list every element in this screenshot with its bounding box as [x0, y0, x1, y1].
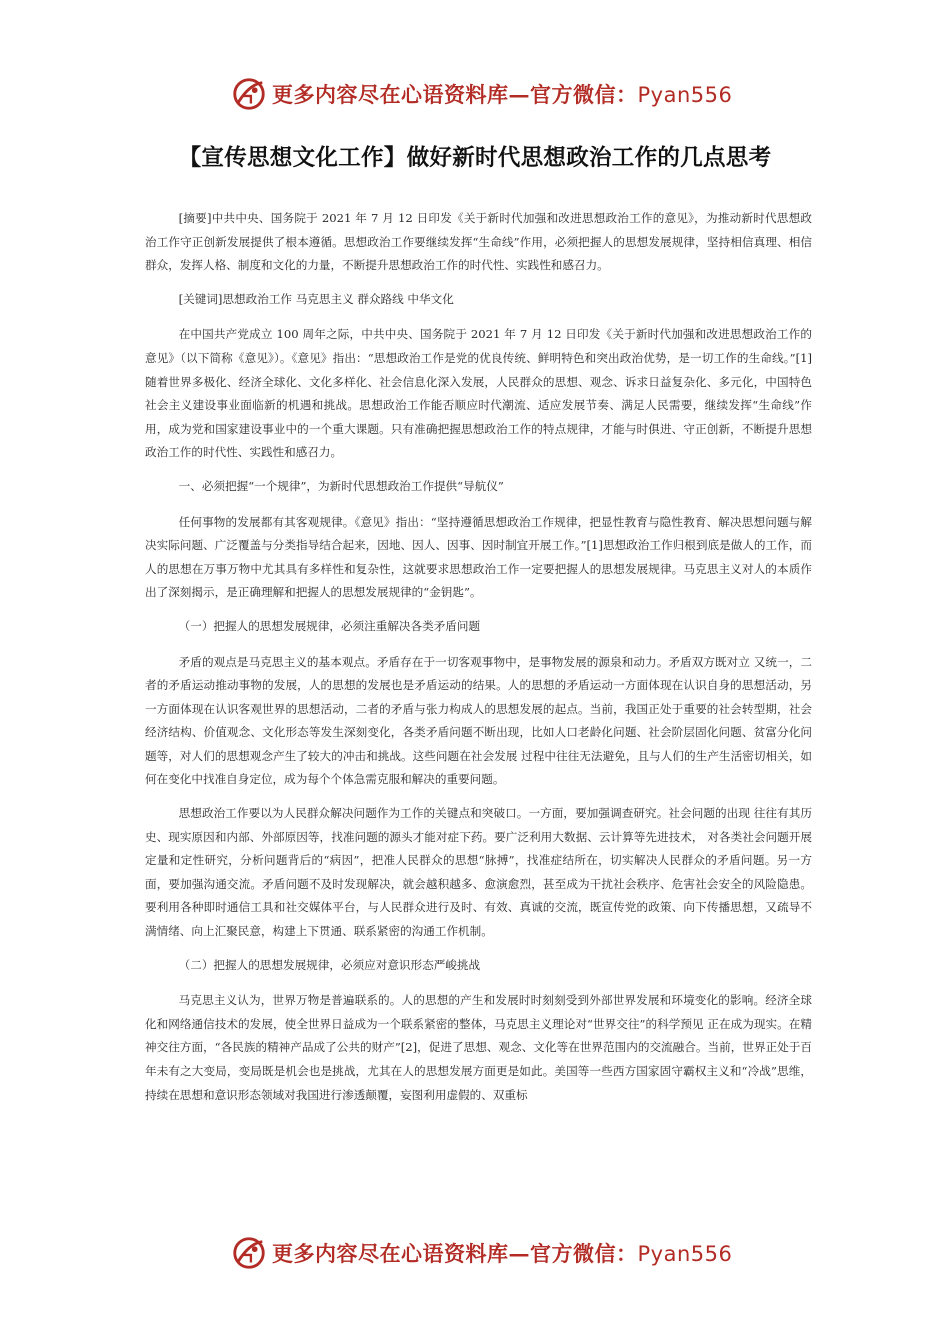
- body-paragraph: 马克思主义认为，世界万物是普遍联系的。人的思想的产生和发展时时刻刻受到外部世界发展和环境变化的影响。经济全球化和网络通信技术的发展，使全世界日益成为一个联系紧密的整体，马克思主义理论对“世界交往”的科学预见 正在成为现实。在精神交往方面，“各民族的精神产品成了公共的财产”[2]，促进了思想、观念、文化等在世界范围内的交流融合。当前，世界正处于百年未有之大变局，变局既是机会也是挑战，尤其在人的思想发展方面更是如此。美国等一些西方国家固守霸权主义和“冷战”思维，持续在思想和意识形态领域对我国进行渗透颠覆，妄图利用虚假的、双重标: [145, 993, 812, 1102]
- top-watermark-banner: [230, 74, 750, 114]
- brand-logo-icon: [230, 75, 268, 113]
- subsection-heading: （二）把握人的思想发展规律，必须应对意识形态严峻挑战: [178, 957, 481, 972]
- body-paragraph: 思想政治工作要以为人民群众解决问题作为工作的关键点和突破口。一方面，要加强调查研究。社会问题的出现 往往有其历史、现实原因和内部、外部原因等，找准问题的源头才能对症下药。要广泛利用大数据、云计算等先进技术， 对各类社会问题开展定量和定性研究，分析问题背后的“病因”，把准人民群众的思想“脉搏”，找准症结所在，切实解决人民群众的矛盾问题。另一方面，要加强沟通交流。矛盾问题不及时发现解决，就会越积越多、愈演愈烈，甚至成为干扰社会秩序、危害社会安全的风险隐患。要利用各种即时通信工具和社交媒体平台，与人民群众进行及时、有效、真诚的交流，既宣传党的政策、向下传播思想，又疏导不满情绪、向上汇聚民意，构建上下贯通、联系紧密的沟通工作机制。: [145, 806, 812, 939]
- body-paragraph: 任何事物的发展都有其客观规律。《意见》指出：“坚持遵循思想政治工作规律，把显性教育与隐性教育、解决思想问题与解决实际问题、广泛覆盖与分类指导结合起来，因地、因人、因事、因时制宜开展工作。”[1]思想政治工作归根到底是做人的工作，而人的思想在万事万物中尤其具有多样性和复杂性，这就要求思想政治工作一定要把握人的思想发展规律。马克思主义对人的本质作出了深刻揭示，是正确理解和把握人的思想发展规律的“金钥匙”。: [145, 514, 812, 600]
- watermark-text: 更多内容尽在心语资料库—官方微信：Pyan556: [272, 82, 733, 107]
- abstract-paragraph: [摘要]中共中央、国务院于 2021 年 7 月 12 日印发《关于新时代加强和改进思想政治工作的意见》，为推动新时代思想政治工作守正创新发展提供了根本遵循。思想政治工作要继续发挥“生命线”作用，必须把握人的思想发展规律，坚持相信真理、相信群众，发挥人格、制度和文化的力量，不断提升思想政治工作的时代性、实践性和感召力。: [145, 211, 812, 273]
- keywords-paragraph: [关键词]思想政治工作 马克思主义 群众路线 中华文化: [178, 291, 454, 306]
- watermark-text: 更多内容尽在心语资料库—官方微信：Pyan556: [272, 1241, 733, 1266]
- subsection-heading: （一）把握人的思想发展规律，必须注重解决各类矛盾问题: [178, 618, 481, 633]
- document-body: [145, 207, 812, 1117]
- body-paragraph: 在中国共产党成立 100 周年之际，中共中央、国务院于 2021 年 7 月 12 日印发《关于新时代加强和改进思想政治工作的意见》（以下简称《意见》）。《意见》指出：“思想政治工作是党的优良传统、鲜明特色和突出政治优势，是一切工作的生命线。”[1]随着世界多极化、经济全球化、文化多样化、社会信息化深入发展，人民群众的思想、观念、诉求日益复杂化、多元化，中国特色社会主义建设事业面临新的机遇和挑战。思想政治工作能否顺应时代潮流、适应发展节奏、满足人民需要，继续发挥“生命线”作用，成为党和国家建设事业中的一个重大课题。只有准确把握思想政治工作的特点规律，才能与时俱进、守正创新，不断提升思想政治工作的时代性、实践性和感召力。: [145, 327, 812, 460]
- wechat-id: Pyan556: [637, 1242, 733, 1266]
- wechat-id: Pyan556: [637, 83, 733, 107]
- section-heading: 一、必须把握“一个规律”，为新时代思想政治工作提供“导航仪”: [178, 478, 504, 493]
- body-paragraph: 矛盾的观点是马克思主义的基本观点。矛盾存在于一切客观事物中，是事物发展的源泉和动力。矛盾双方既对立 又统一，二者的矛盾运动推动事物的发展，人的思想的发展也是矛盾运动的结果。人的思想的矛盾运动一方面体现在认识自身的思想活动，另一方面体现在认识客观世界的思想活动，二者的矛盾与张力构成人的思想发展的起点。当前，我国正处于重要的社会转型期，社会经济结构、价值观念、文化形态等发生深刻变化，各类矛盾问题不断出现，比如人口老龄化问题、社会阶层固化问题、贫富分化问题等，对人们的思想观念产生了较大的冲击和挑战。这些问题在社会发展 过程中往往无法避免，且与人们的生产生活密切相关，如何在变化中找准自身定位，成为每个个体急需克服和解决的重要问题。: [145, 654, 812, 787]
- document-title: 【宣传思想文化工作】做好新时代思想政治工作的几点思考: [178, 145, 772, 171]
- bottom-watermark-banner: [230, 1233, 750, 1273]
- brand-logo-icon: [230, 1234, 268, 1272]
